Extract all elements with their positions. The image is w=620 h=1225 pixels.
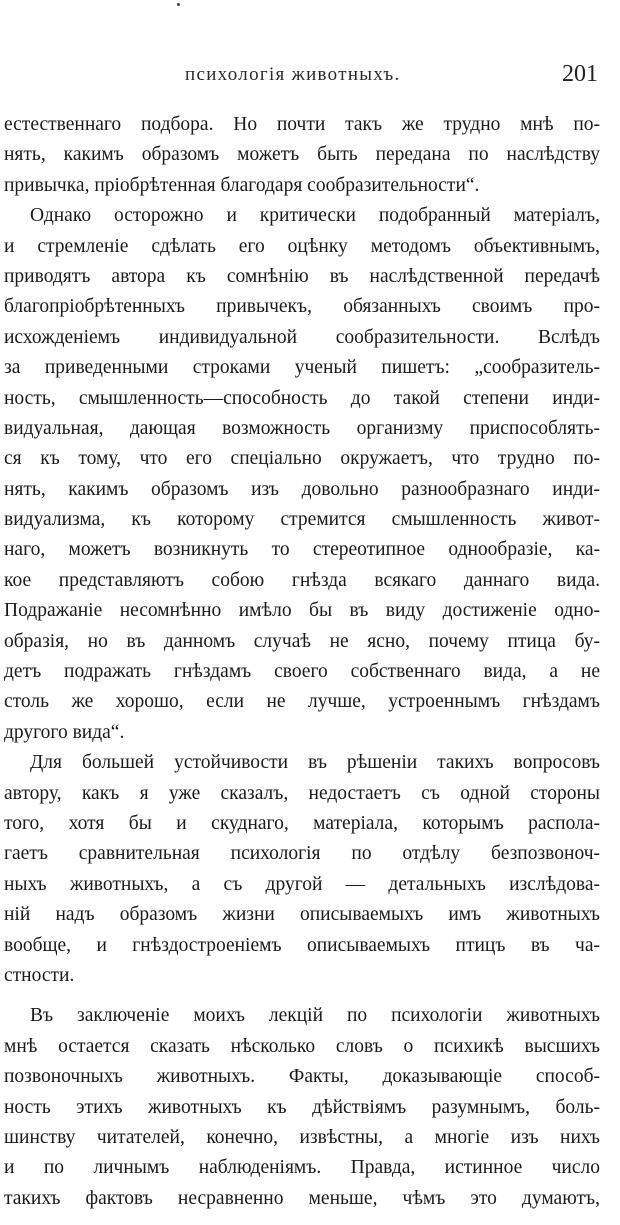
paragraph bbox=[4, 201, 600, 748]
text-line: Для большей устойчивости въ рѣшеніи такихъ вопросовъ bbox=[30, 752, 600, 774]
text-line: стности. bbox=[4, 964, 75, 986]
text-line: автору, какъ я уже сказалъ, недостаетъ съ одной стороны bbox=[4, 782, 600, 804]
print-speck bbox=[177, 3, 180, 6]
paragraph-spacer bbox=[4, 991, 600, 1001]
text-line: мнѣ остается сказать нѣсколько словъ о психикѣ высшихъ bbox=[4, 1035, 600, 1057]
text-line: Въ заключеніе моихъ лекцій по психологіи животныхъ bbox=[30, 1005, 600, 1027]
text-line: кое представляютъ собою гнѣзда всякаго даннаго вида. bbox=[4, 569, 600, 591]
text-line: нять, какимъ образомъ изъ довольно разнообразнаго инди- bbox=[4, 478, 600, 500]
text-line: наго, можетъ возникнуть то стереотипное однообразіе, ка- bbox=[4, 539, 600, 561]
text-line: ность этихъ животныхъ къ дѣйствіямъ разумнымъ, боль- bbox=[4, 1096, 600, 1118]
text-line: другого вида“. bbox=[4, 721, 125, 743]
text-line: ній надъ образомъ жизни описываемыхъ имъ животныхъ bbox=[4, 904, 600, 926]
text-line: приводятъ автора къ сомнѣнію въ наслѣдственной передачѣ bbox=[4, 265, 600, 287]
text-line: детъ подражать гнѣздамъ своего собственнаго вида, а не bbox=[4, 661, 600, 683]
text-line: образія, но въ данномъ случаѣ не ясно, почему птица бу- bbox=[4, 630, 600, 652]
text-line: исхожденіемъ индивидуальной сообразительности. Вслѣдъ bbox=[4, 326, 600, 348]
text-line: нять, какимъ образомъ можетъ быть передана по наслѣдству bbox=[4, 144, 600, 166]
text-line: ся къ тому, что его спеціально окружаетъ, что трудно по- bbox=[4, 448, 600, 470]
running-title: психологія животныхъ. bbox=[185, 64, 401, 85]
paragraph bbox=[4, 1001, 600, 1214]
text-line: того, хотя бы и скуднаго, матеріала, которымъ распола- bbox=[4, 812, 600, 834]
text-line: гаетъ сравнительная психологія по отдѣлу безпозвоноч- bbox=[4, 843, 600, 865]
text-line: Подражаніе несомнѣнно имѣло бы въ виду достиженіе одно- bbox=[4, 600, 600, 622]
text-line: видуальная, дающая возможность организму приспособлять- bbox=[4, 417, 600, 439]
text-line: вообще, и гнѣздостроеніемъ описываемыхъ птицъ въ ча- bbox=[4, 934, 600, 956]
text-line: такихъ фактовъ несравненно меньше, чѣмъ это думаютъ, bbox=[4, 1187, 600, 1209]
text-line: ность, смышленность—способность до такой степени инди- bbox=[4, 387, 600, 409]
paragraph bbox=[4, 110, 600, 201]
paragraph bbox=[4, 748, 600, 991]
body-text bbox=[4, 110, 600, 1214]
text-line: за приведенными строками ученый пишетъ: „сообразитель- bbox=[4, 357, 600, 379]
text-line: и по личнымъ наблюденіямъ. Правда, истинное число bbox=[4, 1157, 600, 1179]
text-line: и стремленіе сдѣлать его оцѣнку методомъ объективнымъ, bbox=[4, 235, 600, 257]
text-line: позвоночныхъ животныхъ. Факты, доказывающіе способ- bbox=[4, 1066, 600, 1088]
text-line: видуализма, къ которому стремится смышленность живот- bbox=[4, 509, 600, 531]
text-line: столь же хорошо, если не лучше, устроеннымъ гнѣздамъ bbox=[4, 691, 600, 713]
text-line: Однако осторожно и критически подобранный матеріалъ, bbox=[30, 205, 600, 227]
text-line: ныхъ животныхъ, а съ другой — детальныхъ изслѣдова- bbox=[4, 873, 600, 895]
text-line: благопріобрѣтенныхъ привычекъ, обязанныхъ своимъ про- bbox=[4, 296, 600, 318]
page-number: 201 bbox=[562, 61, 598, 87]
text-line: естественнаго подбора. Но почти такъ же трудно мнѣ по- bbox=[4, 114, 600, 135]
page-header bbox=[0, 62, 620, 92]
text-line: шинству читателей, конечно, извѣстны, а многіе изъ нихъ bbox=[4, 1126, 600, 1148]
text-line: привычка, пріобрѣтенная благодаря сообразительности“. bbox=[4, 174, 480, 196]
